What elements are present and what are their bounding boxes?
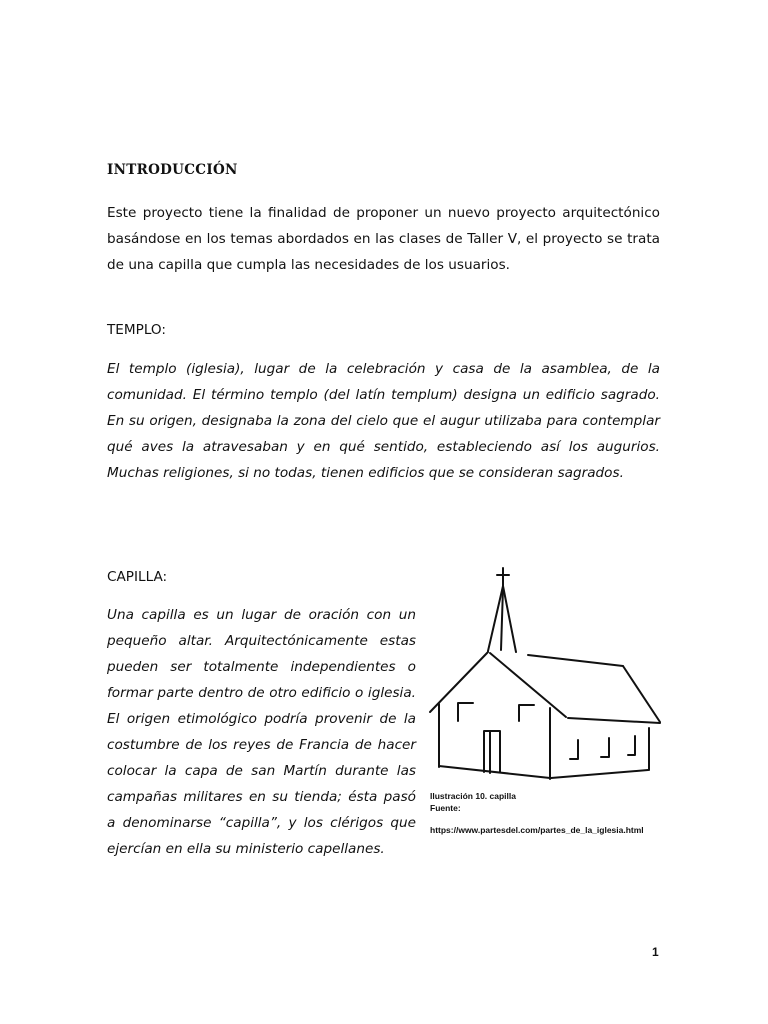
page-number: 1 [652, 945, 659, 959]
capilla-label: CAPILLA: [107, 569, 168, 585]
intro-heading: INTRODUCCIÓN [107, 162, 238, 178]
caption-source: Fuente: [430, 803, 461, 813]
figure-caption [430, 790, 516, 814]
templo-paragraph: El templo (iglesia), lugar de la celebración y casa de la asamblea, de la comunidad. El término templo (del latín templum) designa un edificio sagrado. En su origen, designaba la zona del cielo que el augur utilizaba para contemplar qué aves la atravesaban y en qué sentido, estableciendo así los augurios. Muchas religiones, si no todas, tienen edificios que se consideran sagrados. [107, 361, 660, 481]
templo-label: TEMPLO: [107, 322, 166, 338]
intro-paragraph: Este proyecto tiene la finalidad de proponer un nuevo proyecto arquitectónico basándose en los temas abordados en las clases de Taller V, el proyecto se trata de una capilla que cumpla las necesidades de los usuarios. [107, 205, 660, 273]
caption-title: Ilustración 10. capilla [430, 791, 516, 801]
caption-url-link[interactable]: https://www.partesdel.com/partes_de_la_iglesia.html [430, 825, 644, 835]
capilla-paragraph: Una capilla es un lugar de oración con un pequeño altar. Arquitectónicamente estas pueden ser totalmente independientes o formar parte dentro de otro edificio o iglesia. El origen etimológico podría provenir de la costumbre de los reyes de Francia de hacer colocar la capa de san Martín durante las campañas militares en su tienda; ésta pasó a denominarse “capilla”, y los clérigos que ejercían en ella su ministerio capellanes. [107, 607, 416, 857]
church-illustration-icon [428, 566, 664, 782]
